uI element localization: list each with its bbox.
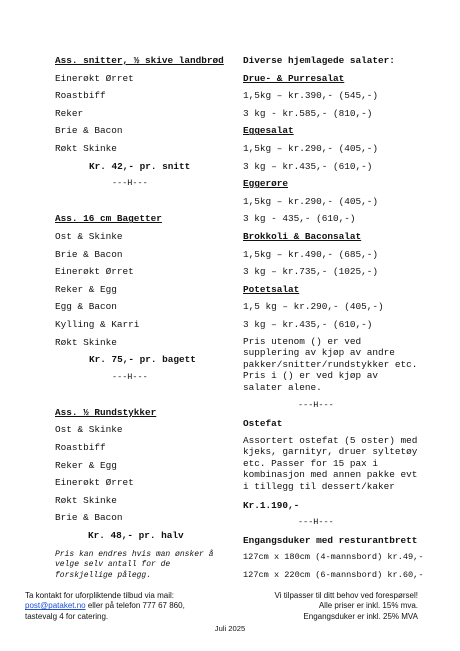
salad-price-line: 3 kg - 435,- (610,-) — [243, 213, 356, 225]
duker-price-line: 127cm x 220cm (6-mannsbord) kr.60,- — [243, 570, 424, 580]
rundstykke-item: Einerøkt Ørret — [55, 477, 134, 489]
salad-heading: Brokkoli & Baconsalat — [243, 230, 362, 242]
rundstykke-item: Røkt Skinke — [55, 494, 117, 506]
ostefat-description: Assortert ostefat (5 oster) med kjeks, garnityr, druer syltetøy etc. Passer for 15 pax i kombinasjon med annen pakke evt i tillegg til dessert/kaker — [243, 434, 418, 493]
rundstykke-item: Reker & Egg — [55, 459, 117, 471]
contact-line: tastevalg 4 for catering. — [25, 611, 109, 621]
section-divider: ---H--- — [298, 400, 334, 411]
rundstykke-item: Roastbiff — [55, 442, 106, 454]
left-menu-column — [55, 52, 227, 589]
bagetter-heading: Ass. 16 cm Bagetter — [55, 213, 162, 225]
salad-price-line: 1,5 kg – kr.290,- (405,-) — [243, 301, 384, 313]
disclaimer-line: Alle priser er inkl. 15% mva. — [318, 601, 418, 611]
salad-price-line: 3 kg - kr.585,- (810,-) — [243, 107, 373, 119]
salad-heading: Drue- & Purresalat — [243, 72, 345, 84]
contact-line — [25, 601, 235, 611]
contact-info — [25, 591, 235, 622]
duker-price-line: 127cm x 180cm (4-mannsbord) kr.49,- — [243, 552, 424, 563]
rundstykker-note: Pris kan endres hvis man ønsker å velge selv antall for de forskjellige pålegg. — [55, 549, 214, 580]
bagett-item: Ost & Skinke — [55, 230, 123, 242]
disclaimer-line: Engangsduker er inkl. 25% MVA — [303, 611, 418, 621]
salad-price-line: 1,5kg – kr.290,- (405,-) — [243, 142, 379, 154]
duker-heading: Engangsduker med resturantbrett — [243, 534, 418, 546]
ostefat-heading: Ostefat — [243, 418, 283, 430]
ostefat-price: Kr.1.190,- — [243, 499, 300, 511]
section-divider: ---H--- — [112, 371, 148, 382]
salad-price-line: 3 kg – kr.735,- (1025,-) — [243, 266, 379, 278]
bagett-item: Kylling & Karri — [55, 318, 140, 330]
rundstykker-price: Kr. 48,- pr. halv — [88, 530, 184, 542]
email-link[interactable]: post@pataket.no — [25, 601, 86, 611]
section-divider: ---H--- — [298, 517, 334, 528]
snitter-item: Røkt Skinke — [55, 142, 117, 154]
snitter-item: Reker — [55, 107, 84, 119]
salad-heading: Eggerøre — [243, 178, 289, 190]
snitter-item: Brie & Bacon — [55, 125, 123, 137]
rundstykke-item: Brie & Bacon — [55, 512, 123, 524]
bagett-item: Reker & Egg — [55, 283, 117, 295]
contact-line: Ta kontakt for uforpliktende tilbud via mail: — [25, 591, 174, 600]
rundstykke-item: Ost & Skinke — [55, 424, 123, 436]
bagetter-price: Kr. 75,- pr. bagett — [89, 354, 196, 366]
right-menu-column — [243, 52, 423, 585]
salad-price-line: 1,5kg – kr.290,- (405,-) — [243, 195, 379, 207]
bagett-item: Brie & Bacon — [55, 248, 123, 260]
salad-heading: Eggesalat — [243, 125, 294, 137]
salad-price-line: 3 kg – kr.435,- (610,-) — [243, 160, 373, 172]
snitter-item: Einerøkt Ørret — [55, 72, 134, 84]
pricing-note: Pris utenom () er ved supplering av kjøp av andre pakker/snitter/rundstykker etc. Pris i () er ved kjøp av salater alene. — [243, 335, 418, 393]
section-divider: ---H--- — [112, 178, 148, 189]
salad-price-line: 1,5kg – kr.490,- (685,-) — [243, 248, 379, 260]
bagett-item: Einerøkt Ørret — [55, 266, 134, 278]
disclaimer-line: Vi tilpasser til ditt behov ved forespørsel! — [274, 591, 418, 600]
bagett-item: Røkt Skinke — [55, 336, 117, 348]
salad-heading: Potetsalat — [243, 283, 300, 295]
snitter-item: Roastbiff — [55, 90, 106, 102]
salad-price-line: 3 kg – kr.435,- (610,-) — [243, 318, 373, 330]
salater-title: Diverse hjemlagede salater: — [243, 55, 395, 66]
rundstykker-heading: Ass. ½ Rundstykker — [55, 406, 157, 418]
snitter-price: Kr. 42,- pr. snitt — [89, 160, 191, 172]
phone-text: eller på telefon 777 67 860, — [85, 601, 185, 611]
bagett-item: Egg & Bacon — [55, 301, 117, 313]
pricing-disclaimer — [218, 591, 418, 622]
salad-price-line: 1,5kg – kr.390,- (545,-) — [243, 90, 379, 102]
snitter-heading: Ass. snitter, ½ skive landbrød — [55, 55, 224, 66]
document-date: Juli 2025 — [214, 624, 246, 633]
